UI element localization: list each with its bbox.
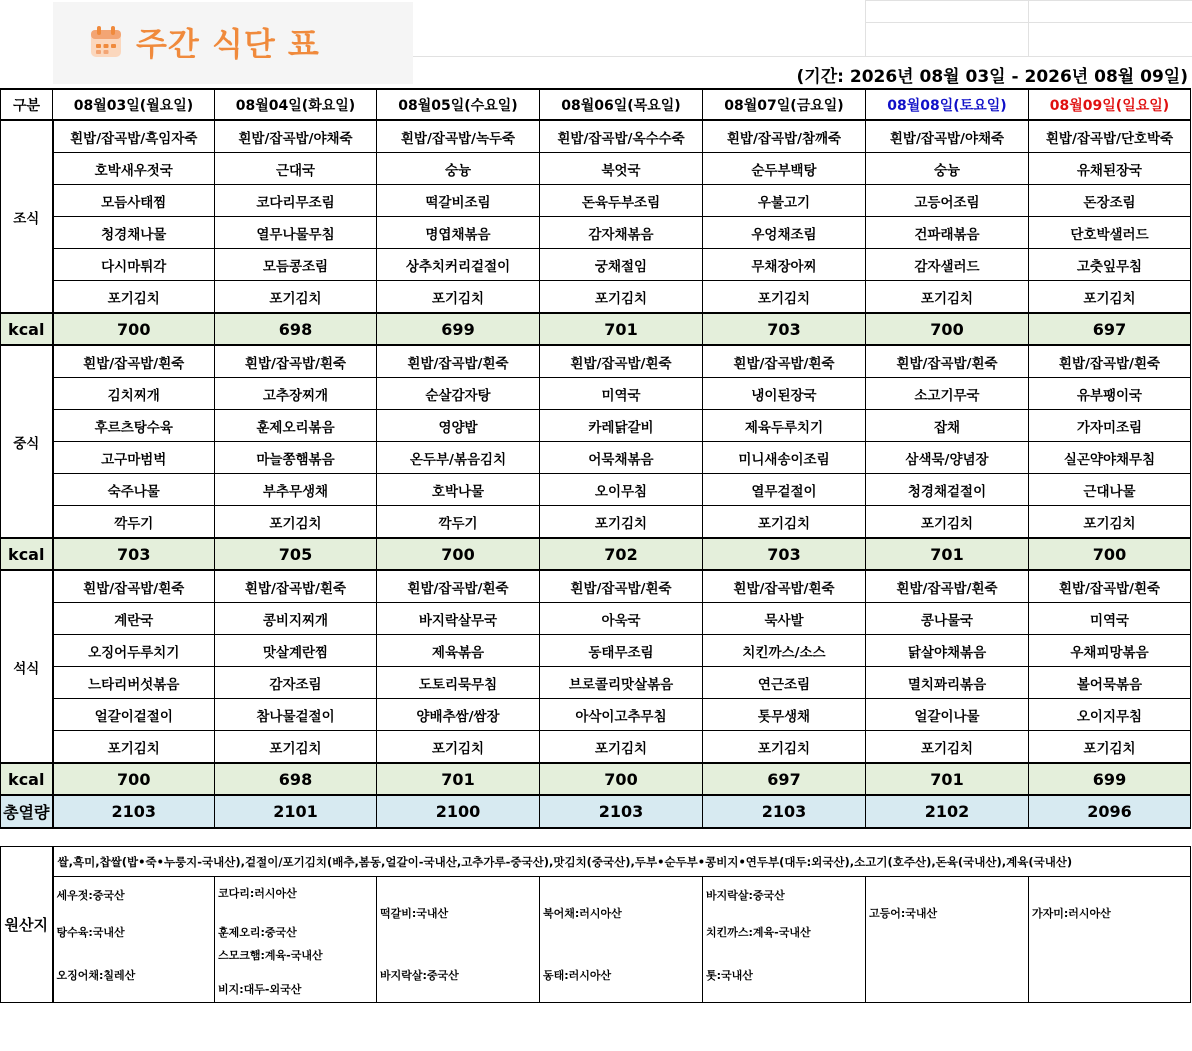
menu-item: 아욱국: [540, 603, 703, 635]
menu-item: 열무나물무침: [215, 217, 377, 249]
category-header: 구분: [1, 89, 53, 120]
menu-item: 흰밥/잡곡밥/흰죽: [540, 570, 703, 603]
menu-item: 숭늉: [866, 153, 1029, 185]
menu-item: 근대국: [215, 153, 377, 185]
menu-item: 훈제오리볶음: [215, 410, 377, 442]
kcal-row: [1, 313, 1191, 345]
kcal-value: 700: [540, 763, 703, 795]
menu-row: [1, 378, 1191, 410]
day-header: 08월03일(월요일): [53, 89, 215, 120]
menu-item: 포기김치: [703, 281, 866, 314]
menu-item: 아삭이고추무침: [540, 699, 703, 731]
weekly-menu-table: [0, 88, 1191, 829]
total-label: 총열량: [1, 795, 53, 828]
menu-item: 흰밥/잡곡밥/흰죽: [377, 570, 540, 603]
menu-item: 포기김치: [540, 281, 703, 314]
menu-item: 건파래볶음: [866, 217, 1029, 249]
menu-item: 우채피망볶음: [1029, 635, 1191, 667]
kcal-value: 700: [53, 763, 215, 795]
menu-item: 브로콜리맛살볶음: [540, 667, 703, 699]
menu-item: 닭살야채볶음: [866, 635, 1029, 667]
origin-detail: [215, 877, 376, 1002]
menu-item: 콩비지찌개: [215, 603, 377, 635]
origin-entry: 탕수육:국내산: [56, 926, 125, 939]
kcal-value: 697: [703, 763, 866, 795]
menu-item: 계란국: [53, 603, 215, 635]
menu-item: 순두부백탕: [703, 153, 866, 185]
header-row: [1, 89, 1191, 120]
menu-item: 톳무생채: [703, 699, 866, 731]
menu-item: 숭늉: [377, 153, 540, 185]
menu-item: 잡채: [866, 410, 1029, 442]
menu-item: 무채장아찌: [703, 249, 866, 281]
menu-item: 호박나물: [377, 474, 540, 506]
menu-item: 흰밥/잡곡밥/흰죽: [866, 570, 1029, 603]
title-area: [88, 16, 320, 68]
menu-row: [1, 120, 1191, 153]
menu-item: 맛살계란찜: [215, 635, 377, 667]
kcal-row: [1, 538, 1191, 570]
menu-item: 단호박샐러드: [1029, 217, 1191, 249]
menu-item: 느타리버섯볶음: [53, 667, 215, 699]
day-header: 08월07일(금요일): [703, 89, 866, 120]
menu-item: 흰밥/잡곡밥/흰죽: [215, 345, 377, 378]
origin-detail-row: [1, 877, 1191, 1003]
kcal-value: 698: [215, 763, 377, 795]
menu-row: [1, 185, 1191, 217]
menu-item: 열무겉절이: [703, 474, 866, 506]
page-title: 주간 식단 표: [136, 25, 320, 63]
menu-item: 흰밥/잡곡밥/흰죽: [866, 345, 1029, 378]
origin-entry: 바지락살:중국산: [706, 889, 785, 902]
menu-item: 흰밥/잡곡밥/흰죽: [703, 570, 866, 603]
menu-item: 흰밥/잡곡밥/참깨죽: [703, 120, 866, 153]
menu-row: [1, 345, 1191, 378]
origin-entry: 오징어채:칠레산: [56, 969, 136, 982]
kcal-label: kcal: [1, 313, 53, 345]
day-header: 08월04일(화요일): [215, 89, 377, 120]
menu-item: 유부팽이국: [1029, 378, 1191, 410]
menu-row: [1, 731, 1191, 764]
menu-item: 오이지무침: [1029, 699, 1191, 731]
menu-item: 흰밥/잡곡밥/녹두죽: [377, 120, 540, 153]
menu-item: 냉이된장국: [703, 378, 866, 410]
menu-row: [1, 699, 1191, 731]
meal-label: 석식: [1, 570, 53, 763]
menu-row: [1, 281, 1191, 314]
menu-row: [1, 506, 1191, 539]
menu-item: 바지락살무국: [377, 603, 540, 635]
menu-item: 포기김치: [540, 731, 703, 764]
menu-item: 포기김치: [540, 506, 703, 539]
menu-item: 흰밥/잡곡밥/야채죽: [866, 120, 1029, 153]
menu-item: 고등어조림: [866, 185, 1029, 217]
total-row: [1, 795, 1191, 828]
origin-entry: 가자미:러시아산: [1032, 907, 1111, 920]
origin-entry: 훈제오리:중국산: [218, 926, 297, 939]
menu-item: 흰밥/잡곡밥/야채죽: [215, 120, 377, 153]
menu-item: 우불고기: [703, 185, 866, 217]
kcal-value: 702: [540, 538, 703, 570]
day-header: 08월08일(토요일): [866, 89, 1029, 120]
menu-item: 미역국: [1029, 603, 1191, 635]
menu-item: 감자조림: [215, 667, 377, 699]
menu-item: 북엇국: [540, 153, 703, 185]
kcal-value: 700: [53, 313, 215, 345]
origin-entry: 세우젓:중국산: [56, 889, 125, 902]
menu-item: 돈육두부조림: [540, 185, 703, 217]
menu-item: 포기김치: [1029, 281, 1191, 314]
menu-item: 돈장조림: [1029, 185, 1191, 217]
period-range: (기간: 2026년 08월 03일 - 2026년 08월 09일): [796, 67, 1188, 87]
menu-item: 콩나물국: [866, 603, 1029, 635]
origin-note-row: [1, 847, 1191, 877]
total-value: 2102: [866, 795, 1029, 828]
menu-item: 참나물겉절이: [215, 699, 377, 731]
menu-item: 카레닭갈비: [540, 410, 703, 442]
origin-detail-cell: [215, 877, 377, 1003]
kcal-value: 701: [866, 538, 1029, 570]
menu-row: [1, 410, 1191, 442]
origin-note: 쌀,흑미,찹쌀(밥•죽•누룽지-국내산),겉절이/포기김치(배추,봄동,얼갈이-국내산,고추가루-중국산),맛김치(중국산),두부•순두부•콩비지•연두부(대두:외국산),소고기(호주산),돈육(국내산),계육(국내산): [57, 855, 1073, 869]
menu-item: 포기김치: [53, 731, 215, 764]
menu-item: 고춧잎무침: [1029, 249, 1191, 281]
kcal-label: kcal: [1, 538, 53, 570]
origin-entry: 비지:대두-외국산: [218, 983, 302, 996]
menu-item: 궁채절임: [540, 249, 703, 281]
menu-item: 유채된장국: [1029, 153, 1191, 185]
menu-item: 포기김치: [703, 731, 866, 764]
menu-item: 흰밥/잡곡밥/흰죽: [215, 570, 377, 603]
menu-item: 영양밥: [377, 410, 540, 442]
menu-item: 코다리무조림: [215, 185, 377, 217]
menu-item: 포기김치: [866, 506, 1029, 539]
menu-item: 고구마범벅: [53, 442, 215, 474]
day-header: 08월09일(일요일): [1029, 89, 1191, 120]
menu-item: 모듬사태찜: [53, 185, 215, 217]
menu-item: 멸치꽈리볶음: [866, 667, 1029, 699]
menu-row: [1, 474, 1191, 506]
menu-row: [1, 249, 1191, 281]
menu-item: 청경채겉절이: [866, 474, 1029, 506]
menu-item: 마늘쫑햄볶음: [215, 442, 377, 474]
origin-detail: [540, 877, 702, 1002]
menu-item: 오징어두루치기: [53, 635, 215, 667]
menu-item: 포기김치: [703, 506, 866, 539]
menu-row: [1, 217, 1191, 249]
origin-label: 원산지: [1, 847, 53, 1003]
menu-item: 치킨까스/소스: [703, 635, 866, 667]
menu-item: 포기김치: [215, 506, 377, 539]
origin-detail-cell: [377, 877, 540, 1003]
menu-item: 미역국: [540, 378, 703, 410]
menu-item: 깍두기: [377, 506, 540, 539]
menu-item: 김치찌개: [53, 378, 215, 410]
origin-entry: 톳:국내산: [706, 969, 753, 982]
menu-item: 포기김치: [377, 281, 540, 314]
menu-item: 흰밥/잡곡밥/단호박죽: [1029, 120, 1191, 153]
kcal-value: 701: [377, 763, 540, 795]
meal-label: 중식: [1, 345, 53, 538]
menu-item: 근대나물: [1029, 474, 1191, 506]
origin-entry: 스모크햄:계육-국내산: [218, 949, 323, 962]
kcal-value: 703: [703, 538, 866, 570]
menu-row: [1, 442, 1191, 474]
origin-detail: [866, 877, 1028, 1002]
menu-item: 감자채볶음: [540, 217, 703, 249]
origin-detail-cell: [703, 877, 866, 1003]
menu-item: 부추무생채: [215, 474, 377, 506]
total-value: 2096: [1029, 795, 1191, 828]
menu-item: 오이무침: [540, 474, 703, 506]
kcal-value: 698: [215, 313, 377, 345]
menu-row: [1, 153, 1191, 185]
origin-entry: 고등어:국내산: [869, 907, 938, 920]
total-value: 2101: [215, 795, 377, 828]
menu-item: 포기김치: [866, 281, 1029, 314]
day-header: 08월06일(목요일): [540, 89, 703, 120]
menu-item: 소고기무국: [866, 378, 1029, 410]
kcal-value: 700: [1029, 538, 1191, 570]
menu-item: 고추장찌개: [215, 378, 377, 410]
kcal-value: 703: [703, 313, 866, 345]
menu-item: 어묵채볶음: [540, 442, 703, 474]
menu-item: 동태무조림: [540, 635, 703, 667]
total-value: 2100: [377, 795, 540, 828]
menu-item: 흰밥/잡곡밥/흰죽: [53, 345, 215, 378]
menu-item: 흰밥/잡곡밥/옥수수죽: [540, 120, 703, 153]
menu-item: 양배추쌈/쌈장: [377, 699, 540, 731]
menu-item: 순살감자탕: [377, 378, 540, 410]
kcal-value: 701: [540, 313, 703, 345]
menu-item: 우엉채조림: [703, 217, 866, 249]
menu-item: 포기김치: [866, 731, 1029, 764]
menu-item: 다시마튀각: [53, 249, 215, 281]
menu-item: 흰밥/잡곡밥/흰죽: [53, 570, 215, 603]
menu-item: 포기김치: [215, 281, 377, 314]
day-header: 08월05일(수요일): [377, 89, 540, 120]
origin-entry: 동태:러시아산: [543, 969, 612, 982]
menu-item: 숙주나물: [53, 474, 215, 506]
origin-entry: 북어채:러시아산: [543, 907, 622, 920]
menu-item: 모듬콩조림: [215, 249, 377, 281]
menu-item: 흰밥/잡곡밥/흰죽: [540, 345, 703, 378]
origin-detail-cell: [53, 877, 215, 1003]
origin-entry: 치킨까스:계육-국내산: [706, 926, 811, 939]
origin-detail: [703, 877, 865, 1002]
origin-entry: 바지락살:중국산: [380, 969, 459, 982]
kcal-label: kcal: [1, 763, 53, 795]
menu-row: [1, 667, 1191, 699]
menu-item: 가자미조림: [1029, 410, 1191, 442]
menu-item: 흰밥/잡곡밥/흰죽: [377, 345, 540, 378]
total-value: 2103: [540, 795, 703, 828]
kcal-row: [1, 763, 1191, 795]
menu-item: 명엽채볶음: [377, 217, 540, 249]
kcal-value: 697: [1029, 313, 1191, 345]
menu-row: [1, 570, 1191, 603]
kcal-value: 699: [377, 313, 540, 345]
menu-item: 흰밥/잡곡밥/흰죽: [703, 345, 866, 378]
kcal-value: 700: [866, 313, 1029, 345]
kcal-value: 705: [215, 538, 377, 570]
menu-item: 제육볶음: [377, 635, 540, 667]
kcal-value: 701: [866, 763, 1029, 795]
origin-detail: [1029, 877, 1190, 1002]
menu-item: 호박새우젓국: [53, 153, 215, 185]
origin-detail: [377, 877, 539, 1002]
menu-item: 청경채나물: [53, 217, 215, 249]
origin-detail: [54, 877, 215, 1002]
menu-item: 감자샐러드: [866, 249, 1029, 281]
origin-detail-cell: [1029, 877, 1191, 1003]
menu-item: 후르츠탕수육: [53, 410, 215, 442]
kcal-value: 699: [1029, 763, 1191, 795]
menu-item: 볼어묵볶음: [1029, 667, 1191, 699]
total-value: 2103: [53, 795, 215, 828]
menu-item: 흰밥/잡곡밥/흑임자죽: [53, 120, 215, 153]
menu-item: 연근조림: [703, 667, 866, 699]
menu-item: 제육두루치기: [703, 410, 866, 442]
menu-item: 도토리묵무침: [377, 667, 540, 699]
meal-label: 조식: [1, 120, 53, 313]
menu-item: 미니새송이조림: [703, 442, 866, 474]
menu-item: 떡갈비조림: [377, 185, 540, 217]
menu-item: 흰밥/잡곡밥/흰죽: [1029, 345, 1191, 378]
calendar-icon: [88, 24, 124, 60]
menu-item: 온두부/볶음김치: [377, 442, 540, 474]
menu-item: 실곤약야채무침: [1029, 442, 1191, 474]
menu-item: 상추치커리겉절이: [377, 249, 540, 281]
menu-item: 포기김치: [1029, 731, 1191, 764]
menu-item: 포기김치: [1029, 506, 1191, 539]
menu-item: 포기김치: [215, 731, 377, 764]
menu-item: 얼갈이겉절이: [53, 699, 215, 731]
kcal-value: 703: [53, 538, 215, 570]
menu-item: 포기김치: [377, 731, 540, 764]
menu-item: 얼갈이나물: [866, 699, 1029, 731]
menu-row: [1, 635, 1191, 667]
origin-entry: 코다리:러시아산: [218, 887, 297, 900]
origin-detail-cell: [540, 877, 703, 1003]
menu-item: 포기김치: [53, 281, 215, 314]
menu-row: [1, 603, 1191, 635]
kcal-value: 700: [377, 538, 540, 570]
total-value: 2103: [703, 795, 866, 828]
origin-table: [0, 846, 1191, 1003]
menu-item: 깍두기: [53, 506, 215, 539]
origin-detail-cell: [866, 877, 1029, 1003]
menu-item: 삼색묵/양념장: [866, 442, 1029, 474]
menu-item: 흰밥/잡곡밥/흰죽: [1029, 570, 1191, 603]
origin-entry: 떡갈비:국내산: [380, 907, 449, 920]
origin-note-cell: [53, 847, 1191, 877]
menu-item: 묵사발: [703, 603, 866, 635]
